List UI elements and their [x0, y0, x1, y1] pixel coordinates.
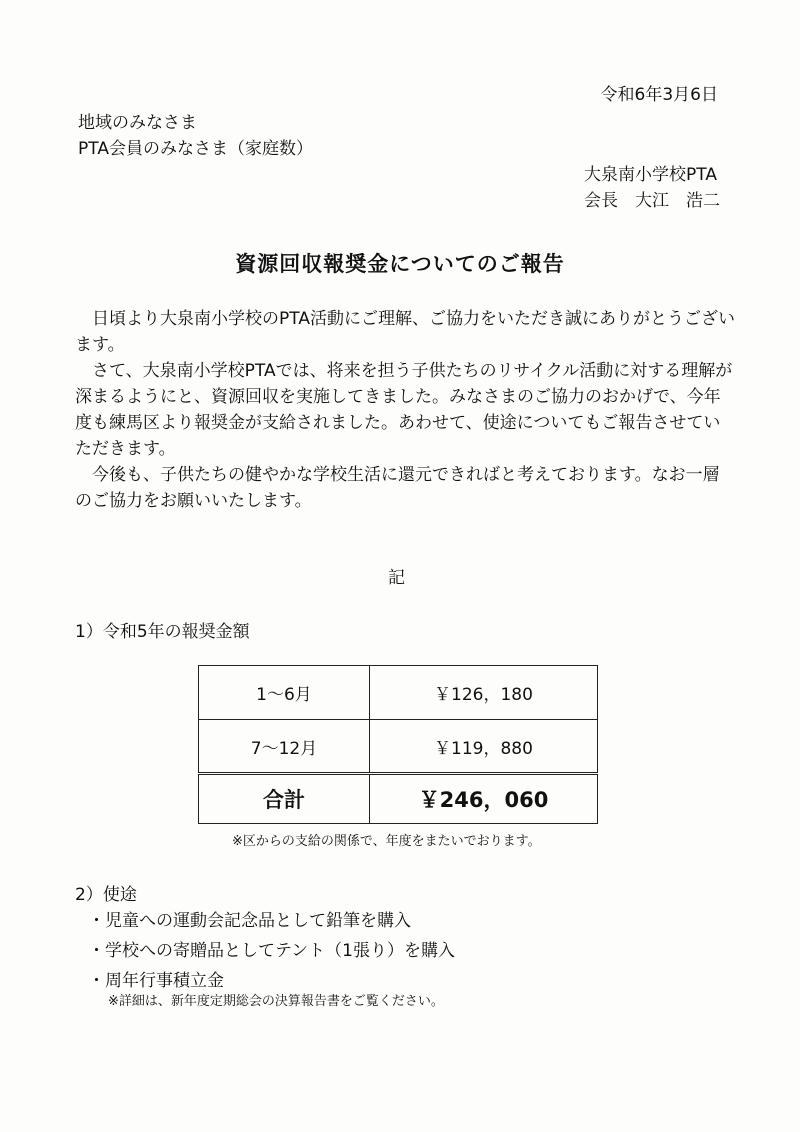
list-item: ・ 児童への運動会記念品として鉛筆を購入 — [88, 906, 455, 936]
body-paragraph: さて、大泉南小学校PTAでは、将来を担う子供たちのリサイクル活動に対する理解が深まるようにと、資源回収を実施してきました。みなさまのご協力のおかげで、今年度も練馬区より報奨金が支給されました。あわせて、使途についてもご報告させていただきます。 — [75, 361, 733, 459]
recipient-line: 地域のみなさま — [78, 113, 197, 133]
sender — [584, 162, 720, 214]
recipient-line: PTA会員のみなさま（家庭数） — [78, 139, 313, 159]
usage-note: ※詳細は、新年度定期総会の決算報告書をご覧ください。 — [108, 994, 444, 1009]
body-paragraph: 今後も、子供たちの健やかな学校生活に還元できればと考えております。なお一層のご協力をお願いいたします。 — [75, 465, 720, 511]
document-date: 令和6年3月6日 — [600, 85, 718, 105]
ki-heading: 記 — [388, 568, 405, 588]
usage-list — [88, 906, 455, 996]
table-row — [199, 720, 598, 774]
reward-amount-table — [198, 665, 598, 824]
section1-heading: 1）令和5年の報奨金額 — [75, 622, 250, 642]
period-cell: 7～12月 — [199, 720, 370, 774]
document-title: 資源回収報奨金についてのご報告 — [235, 252, 565, 276]
amount-cell: ￥119，880 — [370, 720, 598, 774]
table-note: ※区からの支給の関係で、年度をまたいでおります。 — [232, 834, 541, 849]
total-amount-cell: ￥246，060 — [370, 774, 598, 824]
list-item: ・ 周年行事積立金 — [88, 966, 455, 996]
body-text — [75, 306, 735, 514]
table-row — [199, 666, 598, 720]
amount-cell: ￥126，180 — [370, 666, 598, 720]
sender-organization: 大泉南小学校PTA — [584, 165, 717, 185]
total-label-cell: 合計 — [199, 774, 370, 824]
total-row — [199, 774, 598, 824]
recipients — [78, 110, 313, 162]
list-item: ・ 学校への寄贈品としてテント（1張り）を購入 — [88, 936, 455, 966]
period-cell: 1～6月 — [199, 666, 370, 720]
body-paragraph: 日頃より大泉南小学校のPTA活動にご理解、ご協力をいただき誠にありがとうございます。 — [75, 309, 735, 355]
sender-name: 会長 大江 浩二 — [584, 191, 720, 211]
section2-heading: 2）使途 — [75, 885, 137, 905]
